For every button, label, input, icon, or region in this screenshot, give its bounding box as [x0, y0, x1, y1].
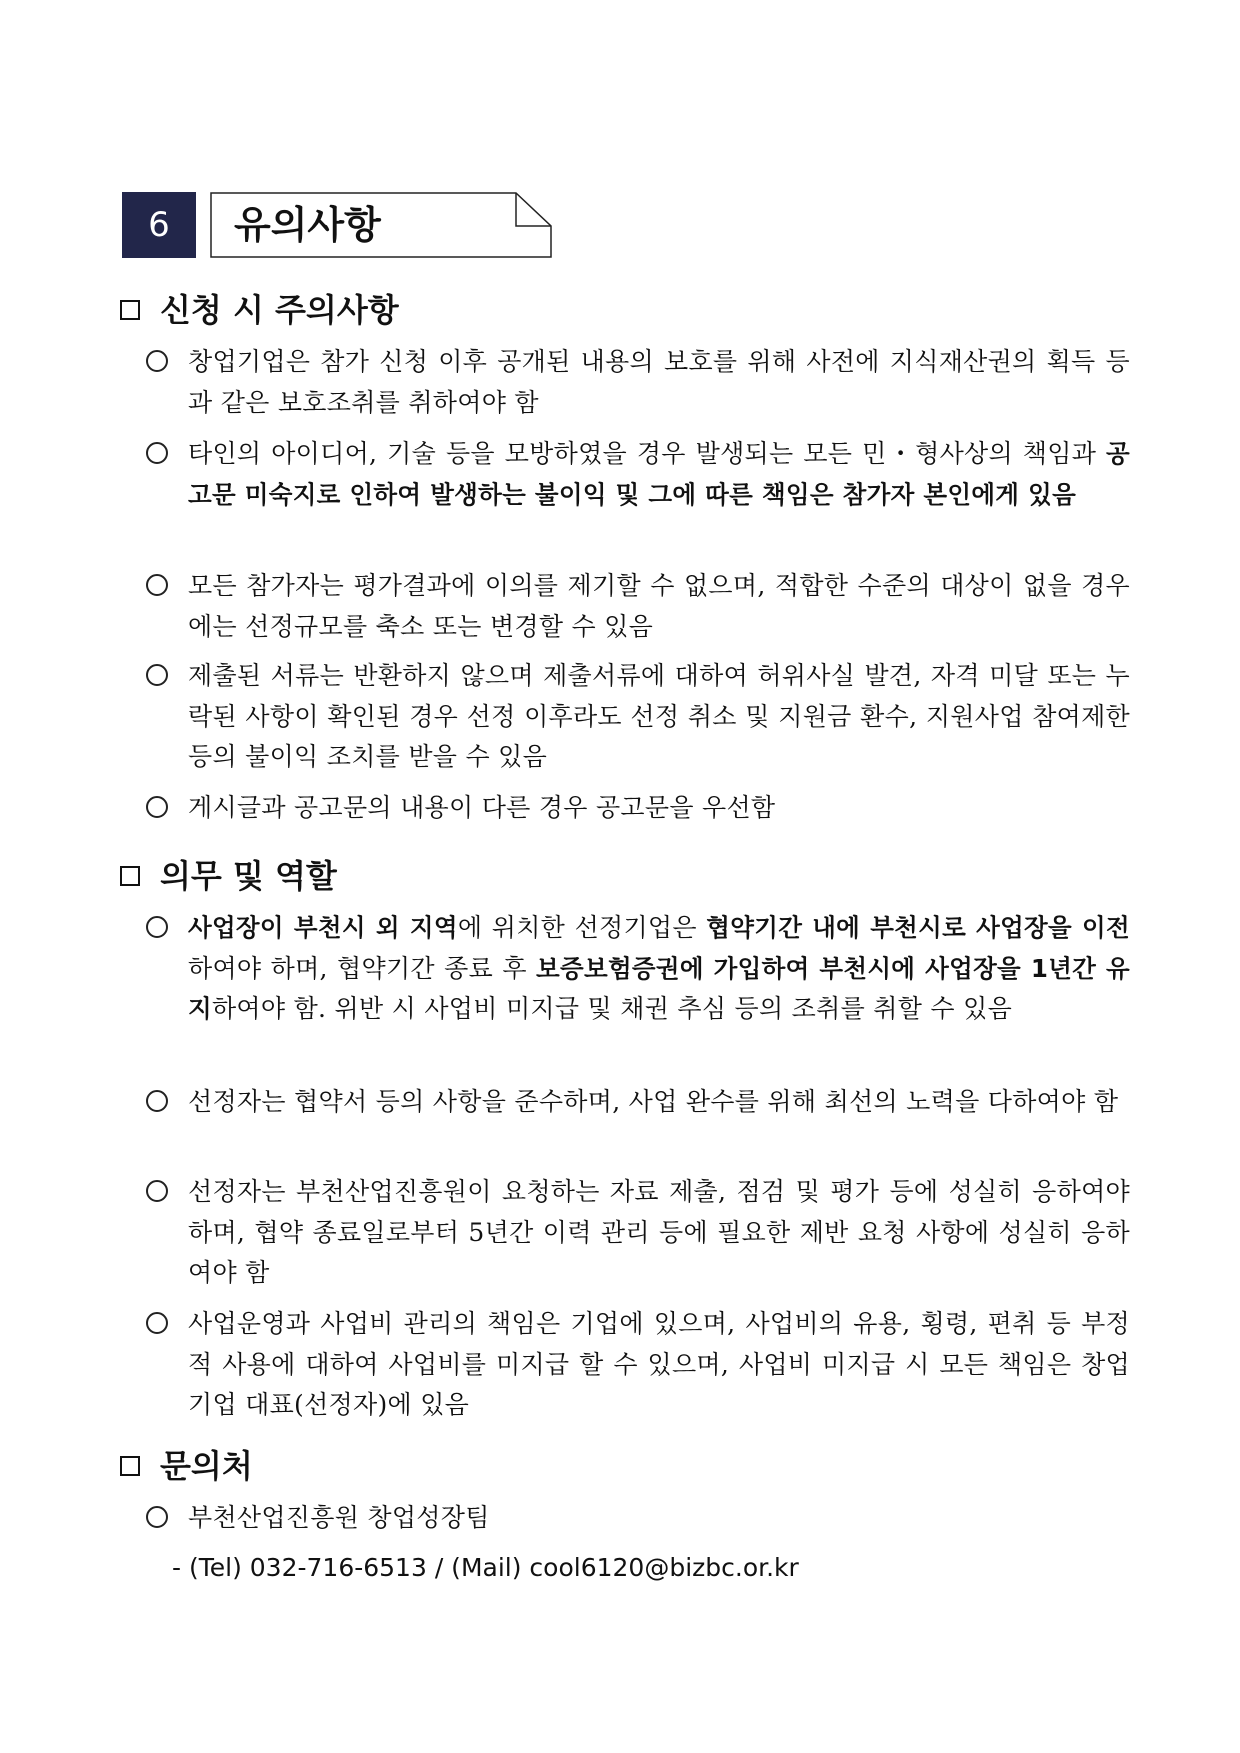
item-text-segment: 타인의 아이디어, 기술 등을 모방하였을 경우 발생되는 모든 민・형사상의 책임과	[188, 439, 1107, 468]
item-text-bold-segment: 협약기간 내에 부천시로 사업장을 이전	[706, 913, 1130, 942]
list-item	[146, 434, 1130, 515]
item-text-segment: 에 위치한 선정기업은	[457, 913, 707, 942]
item-text-segment: 게시글과 공고문의 내용이 다른 경우 공고문을 우선함	[188, 793, 776, 822]
item-text	[188, 1172, 1130, 1294]
circle-bullet-icon	[146, 1312, 168, 1334]
section-title-box	[210, 192, 552, 258]
list-item	[146, 1082, 1130, 1123]
checkbox-square-icon	[120, 300, 140, 320]
subsection-heading-contact	[120, 1444, 253, 1488]
circle-bullet-icon	[146, 1090, 168, 1112]
subsection-heading-text: 의무 및 역할	[160, 857, 337, 895]
list-item	[146, 1498, 1130, 1539]
circle-bullet-icon	[146, 442, 168, 464]
item-text-segment: 하여야 하며, 협약기간 종료 후	[188, 953, 537, 983]
list-item	[146, 908, 1130, 1030]
item-text-segment: 제출된 서류는 반환하지 않으며 제출서류에 대하여 허위사실 발견, 자격 미달 또는 누락된 사항이 확인된 경우 선정 이후라도 선정 취소 및 지원금 환수, 지원사업 참여제한 등의 불이익 조치를 받을 수 있음	[188, 661, 1130, 771]
item-text	[188, 656, 1130, 778]
item-text	[188, 566, 1130, 647]
circle-bullet-icon	[146, 1506, 168, 1528]
item-text	[188, 434, 1130, 515]
item-text-segment: 선정자는 부천산업진흥원이 요청하는 자료 제출, 점검 및 평가 등에 성실히 응하여야 하며, 협약 종료일로부터 5년간 이력 관리 등에 필요한 제반 요청 사항에 성실히 응하여야 함	[188, 1177, 1130, 1287]
list-item	[146, 566, 1130, 647]
item-text-bold-segment: 공고문 미숙지로 인하여 발생하는 불이익 및 그에 따른 책임은 참가자 본인에게 있음	[188, 439, 1130, 509]
item-text-segment: 사업운영과 사업비 관리의 책임은 기업에 있으며, 사업비의 유용, 횡령, 편취 등 부정적 사용에 대하여 사업비를 미지급 할 수 있으며, 사업비 미지급 시 모든 책임은 창업기업 대표(선정자)에 있음	[188, 1309, 1130, 1419]
item-text-segment: 하여야 함. 위반 시 사업비 미지급 및 채권 추심 등의 조취를 취할 수 있음	[211, 994, 1013, 1023]
subsection-heading-application	[120, 288, 399, 332]
item-text-segment: 모든 참가자는 평가결과에 이의를 제기할 수 없으며, 적합한 수준의 대상이 없을 경우에는 선정규모를 축소 또는 변경할 수 있음	[188, 571, 1130, 641]
item-text	[188, 1304, 1130, 1426]
subsection-heading-text: 문의처	[160, 1447, 253, 1485]
circle-bullet-icon	[146, 350, 168, 372]
item-text-bold-segment: 보증보험증권에 가입하여 부천시에 사업장을 1년간 유지	[188, 953, 1130, 1023]
circle-bullet-icon	[146, 796, 168, 818]
list-item	[146, 788, 1130, 829]
list-item	[146, 1304, 1130, 1426]
contact-info: - (Tel) 032-716-6513 / (Mail) cool6120@bizbc.or.kr	[172, 1553, 799, 1582]
section-header	[122, 192, 552, 258]
list-item	[146, 342, 1130, 423]
item-text-segment: 선정자는 협약서 등의 사항을 준수하며, 사업 완수를 위해 최선의 노력을 다하여야 함	[188, 1087, 1119, 1116]
circle-bullet-icon	[146, 664, 168, 686]
item-text	[188, 1498, 1130, 1539]
subsection-heading-duties	[120, 854, 337, 898]
item-text	[188, 908, 1130, 1030]
item-text-segment: 창업기업은 참가 신청 이후 공개된 내용의 보호를 위해 사전에 지식재산권의 획득 등과 같은 보호조취를 취하여야 함	[188, 347, 1130, 417]
item-text-bold-segment: 사업장이 부천시 외 지역	[188, 913, 458, 942]
checkbox-square-icon	[120, 866, 140, 886]
item-text	[188, 1082, 1130, 1123]
item-text	[188, 788, 1130, 829]
list-item	[146, 1172, 1130, 1294]
subsection-heading-text: 신청 시 주의사항	[160, 291, 399, 329]
item-text-segment: 부천산업진흥원 창업성장팀	[188, 1503, 490, 1532]
item-text	[188, 342, 1130, 423]
checkbox-square-icon	[120, 1456, 140, 1476]
section-title: 유의사항	[234, 203, 381, 247]
circle-bullet-icon	[146, 574, 168, 596]
list-item	[146, 656, 1130, 778]
circle-bullet-icon	[146, 916, 168, 938]
circle-bullet-icon	[146, 1180, 168, 1202]
section-number: 6	[122, 192, 196, 258]
